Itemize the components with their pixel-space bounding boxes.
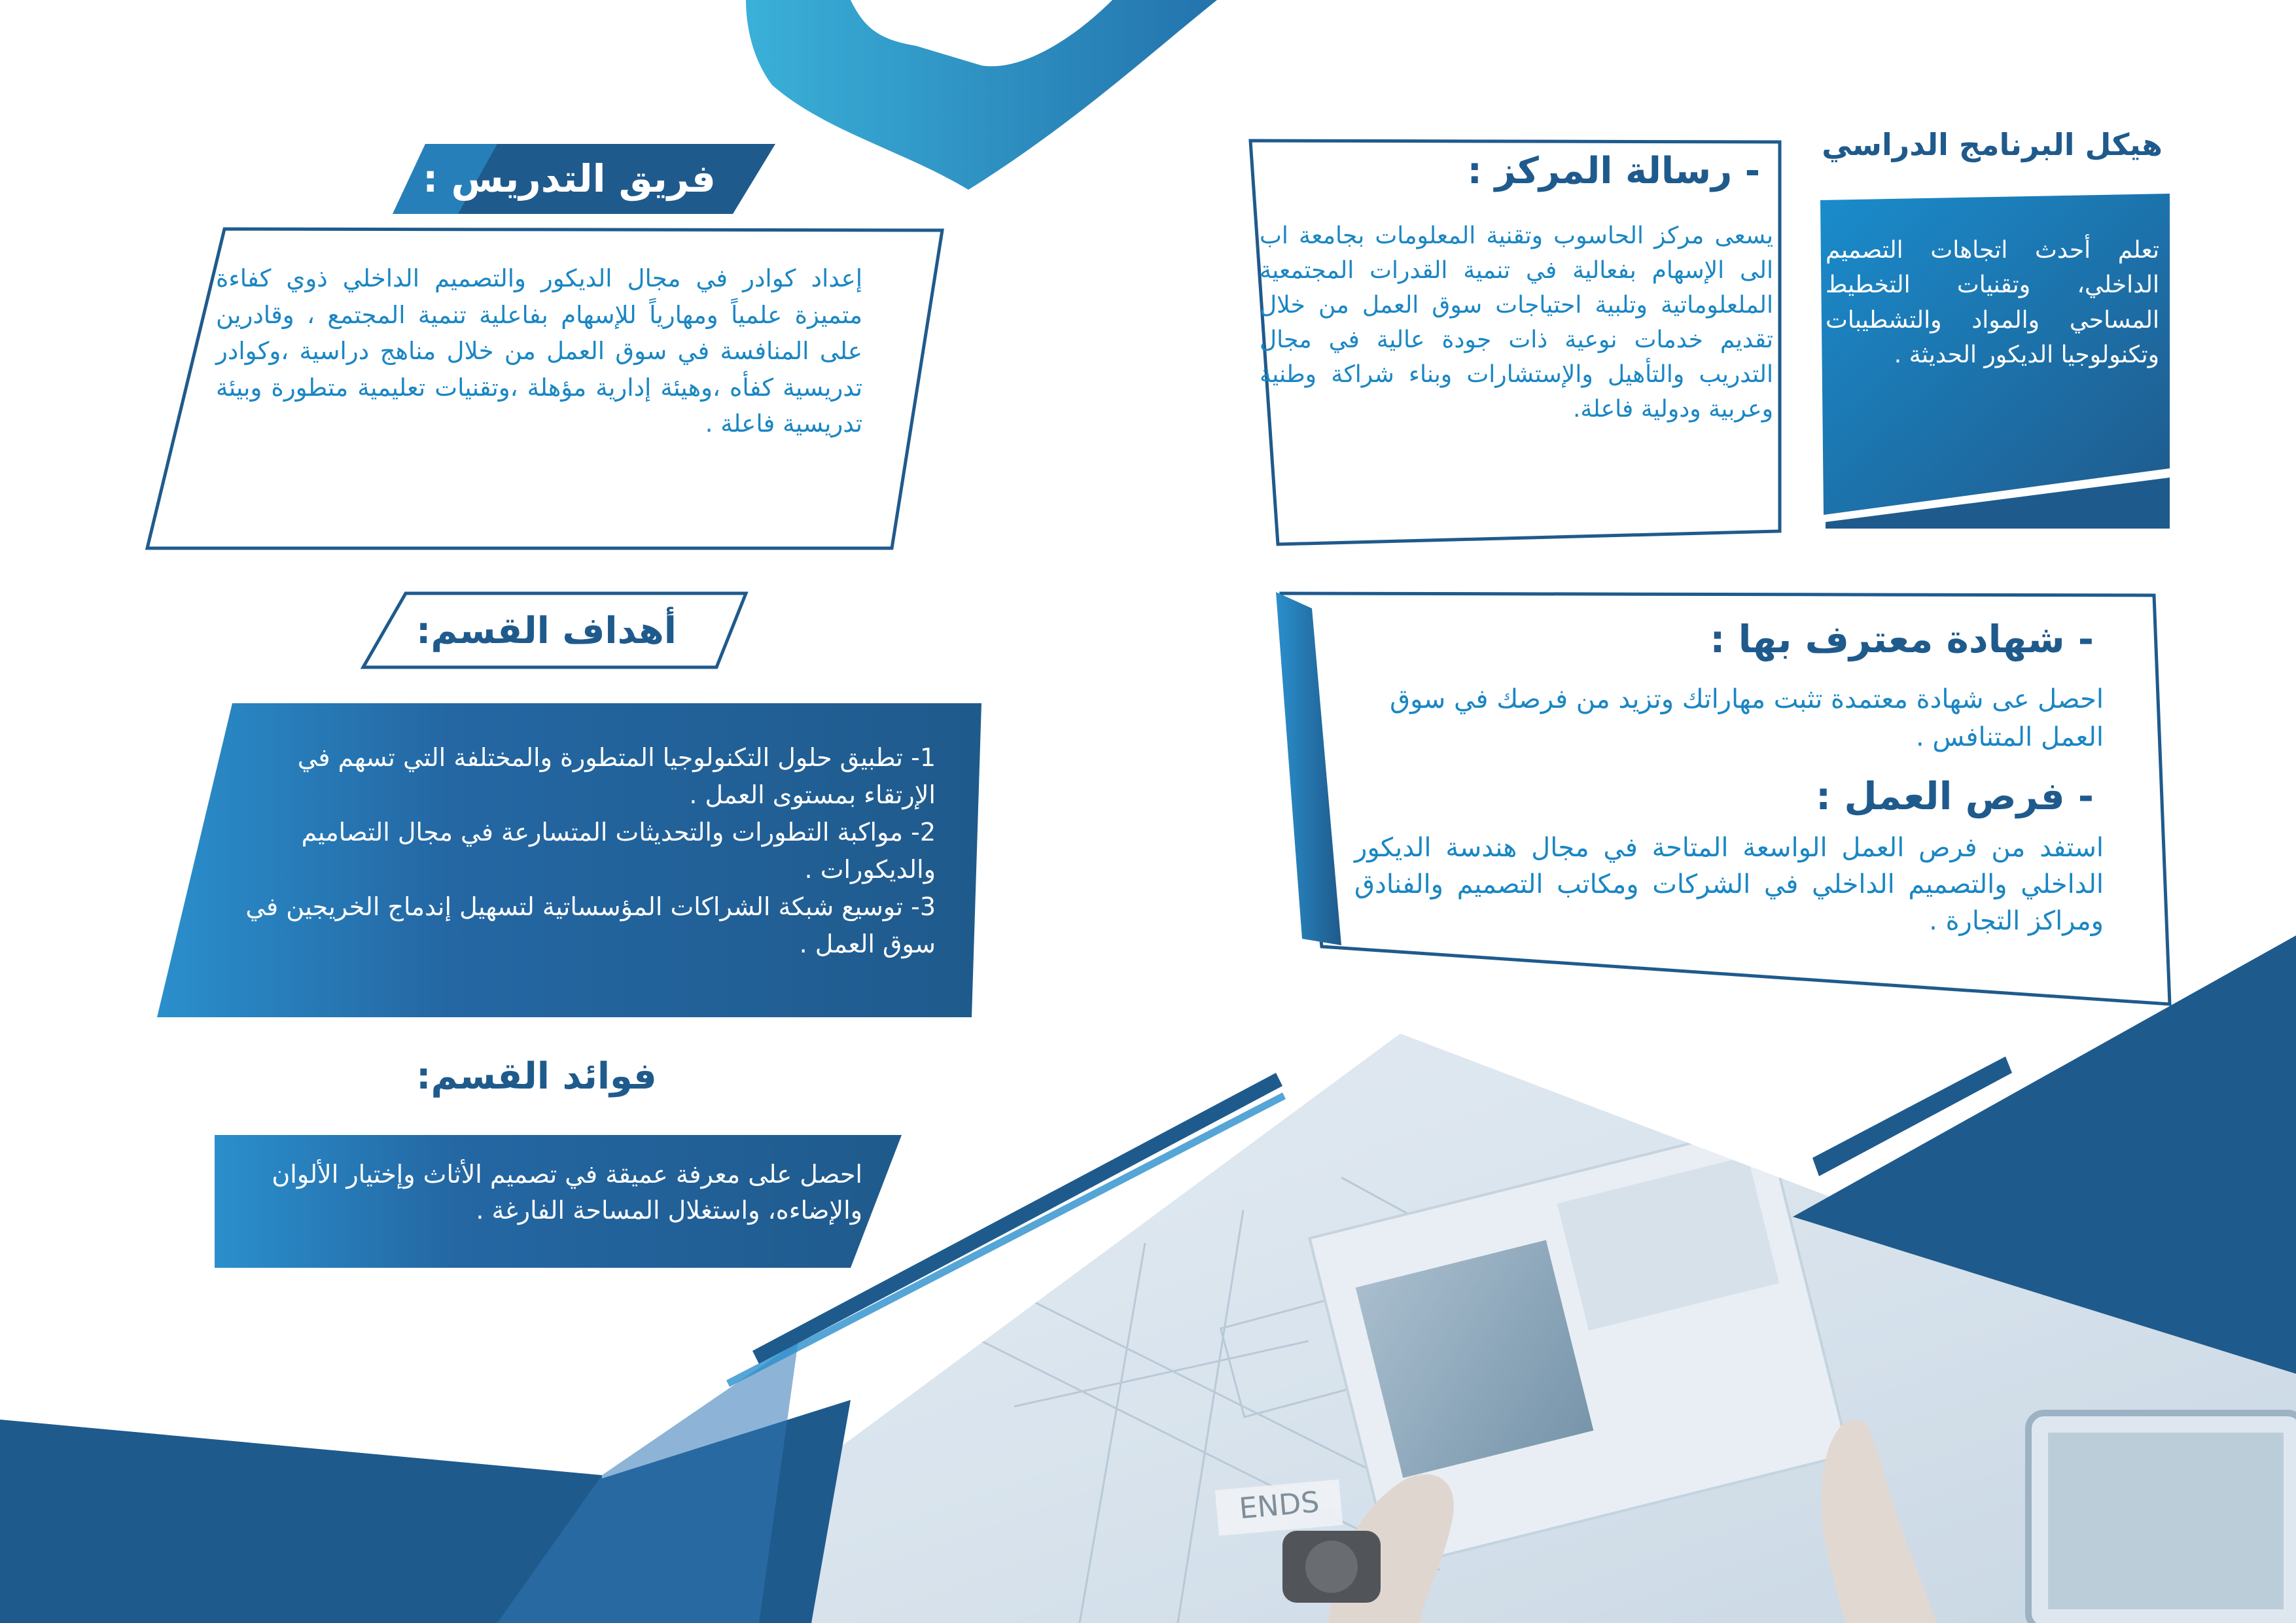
- photo-sign-text: ENDS: [1237, 1485, 1321, 1526]
- goals-list: [242, 739, 936, 963]
- top-wave-decoration: [746, 0, 1217, 190]
- program-body: تعلم أحدث اتجاهات التصميم الداخلي، وتقنيات التخطيط المساحي والمواد والتشطيبات وتكنولوجيا الديكور الحديثة .: [1826, 237, 2159, 368]
- certificate-heading: - شهادة معترف بها :: [1710, 617, 2094, 661]
- benefits-heading: فوائد القسم:: [416, 1055, 657, 1098]
- jobs-heading: - فرص العمل :: [1816, 774, 2094, 818]
- team-body: إعداد كوادر في مجال الديكور والتصميم الداخلي ذوي كفاءة متميزة علمياً ومهارياً للإسهام بفاعلية تنمية المجتمع ، وقادرين على المنافسة في سوق العمل من خلال مناهج دراسية ،وكوادر تدريسية كفأه ،وهيئة إدارية مؤهلة ،وتقنيات تعليمية متطورة وبيئة تدريسية فاعلة .: [216, 264, 862, 438]
- certificate-body: احصل عى شهادة معتمدة تثبت مهاراتك وتزيد من فرصك في سوق العمل المتنافس .: [1390, 684, 2104, 752]
- mission-body: يسعى مركز الحاسوب وتقنية المعلومات بجامعة اب الى الإسهام بفعالية في تنمية القدرات المجتمعية الملعلوماتية وتلبية احتياجات سوق العمل من خلال تقديم خدمات نوعية ذات جودة عالية في مجال التدريب والتأهيل والإستشارات وبناء شراكة وطنية وعربية ودولية فاعلة.: [1260, 222, 1773, 423]
- jobs-body: استفد من فرص العمل الواسعة المتاحة في مجال هندسة الديكور الداخلي والتصميم الداخلي في الشركات ومكاتب التصميم والفنادق ومراكز التجارة .: [1354, 833, 2104, 936]
- goal-item: 1- تطبيق حلول التكنولوجيا المتطورة والمختلفة التي تسهم في الإرتقاء بمستوى العمل .: [297, 743, 936, 809]
- team-heading: فريق التدريس :: [423, 156, 716, 201]
- goals-heading: أهداف القسم:: [416, 610, 677, 652]
- goal-item: 3- توسيع شبكة الشراكات المؤسساتية لتسهيل إندماج الخريجين في سوق العمل .: [245, 892, 936, 958]
- program-heading: هيكل البرنامج الدراسي: [1822, 127, 2163, 162]
- goal-item: 2- مواكبة التطورات والتحديثات المتسارعة في مجال التصاميم والديكورات .: [301, 818, 936, 884]
- mission-heading: - رسالة المركز :: [1467, 150, 1760, 192]
- benefits-body: احصل على معرفة عميقة في تصميم الأثاث وإختيار الألوان والإضاءه، واستغلال المساحة الفارغة .: [272, 1160, 862, 1225]
